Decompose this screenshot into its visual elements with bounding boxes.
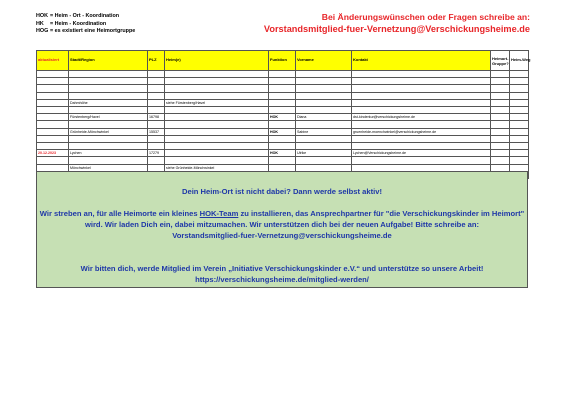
table-row — [37, 114, 529, 121]
cell-vorname — [296, 71, 352, 78]
cell-vorname — [296, 99, 352, 106]
cell-vorname — [296, 142, 352, 149]
cell-heim-weg — [510, 142, 529, 149]
notice-line-1: Bei Änderungswünschen oder Fragen schreibe an: — [321, 12, 530, 22]
cell-heimort-gruppe — [491, 92, 510, 99]
cell-note: siehe Grünheide-Mönchwinkel — [165, 164, 269, 171]
cell-plz — [148, 71, 165, 78]
cell-stadt — [69, 142, 148, 149]
cell-aktualisiert — [37, 78, 69, 85]
cell-stadt — [69, 106, 148, 113]
cell-heim — [165, 121, 269, 128]
col-header-funktion: Funktion — [269, 51, 296, 71]
cell-kontakt — [352, 99, 491, 106]
cell-kontakt: gruenheide-moenchwinkel@verschickungsheime.de — [352, 128, 491, 135]
cell-heim-weg — [510, 85, 529, 92]
info-paragraph — [37, 208, 527, 241]
cell-heim — [165, 85, 269, 92]
membership-link[interactable]: https://verschickungsheime.de/mitglied-werden/ — [195, 275, 369, 284]
cell-kontakt: Lychen@Verschickungsheime.de — [352, 150, 491, 157]
info-text-after: zu installieren, das Ansprechpartner für "die Verschickungskinder im Heimort" wird. Wir laden Dich ein, dabei mitzumachen. Wir unterstützen dich bei der neuen Aufgabe! Bitte schreibe an: — [84, 209, 525, 229]
table-row — [37, 99, 529, 106]
cell-heimort-gruppe — [491, 99, 510, 106]
cell-vorname: Ulrike — [296, 150, 352, 157]
cell-heimort-gruppe — [491, 150, 510, 157]
cell-aktualisiert — [37, 99, 69, 106]
col-header-aktualisiert: aktualisiert — [37, 51, 69, 71]
abbreviation-legend — [36, 13, 135, 36]
cell-aktualisiert — [37, 142, 69, 149]
cell-kontakt: dst-kinderkur@verschickungsheime.de — [352, 114, 491, 121]
cell-heim — [165, 142, 269, 149]
cell-funktion: HOK — [269, 128, 296, 135]
cell-kontakt — [352, 142, 491, 149]
cell-vorname — [296, 85, 352, 92]
cell-heim-weg — [510, 92, 529, 99]
table-row — [37, 128, 529, 135]
cell-funktion — [269, 71, 296, 78]
cell-plz — [148, 121, 165, 128]
cell-funktion: HOK — [269, 114, 296, 121]
legend-row — [36, 28, 135, 36]
cell-funktion — [269, 106, 296, 113]
cell-heim — [165, 150, 269, 157]
cell-heim — [165, 114, 269, 121]
legend-text: = es existiert eine Heimortgruppe — [50, 28, 136, 35]
cell-heimort-gruppe — [491, 128, 510, 135]
cell-aktualisiert — [37, 157, 69, 164]
legend-abbr: HOG — [36, 28, 49, 35]
cell-heim-weg — [510, 78, 529, 85]
cell-heim-weg — [510, 121, 529, 128]
cell-stadt — [69, 121, 148, 128]
col-header-plz: PLZ — [148, 51, 165, 71]
cell-heimort-gruppe — [491, 142, 510, 149]
table-row — [37, 106, 529, 113]
cell-vorname: Diana — [296, 114, 352, 121]
legend-row — [36, 13, 135, 21]
cell-stadt — [69, 85, 148, 92]
cell-kontakt — [352, 78, 491, 85]
cell-funktion: HOK — [269, 150, 296, 157]
cell-plz: 17279 — [148, 150, 165, 157]
cell-vorname — [296, 106, 352, 113]
cell-aktualisiert — [37, 121, 69, 128]
cell-plz: 16798 — [148, 114, 165, 121]
table-row — [37, 142, 529, 149]
cell-stadt — [69, 71, 148, 78]
cell-heim — [165, 135, 269, 142]
cell-stadt: Mönchwinkel — [69, 164, 148, 171]
legend-text: = Heim - Ort - Koordination — [50, 13, 120, 19]
cell-vorname — [296, 92, 352, 99]
col-header-heim-weg: Heim-Weg — [510, 51, 529, 71]
cell-plz — [148, 157, 165, 164]
cell-heimort-gruppe — [491, 114, 510, 121]
cell-heim-weg — [510, 99, 529, 106]
hok-team-link[interactable]: HOK-Team — [199, 209, 239, 218]
cell-aktualisiert — [37, 114, 69, 121]
cell-heimort-gruppe — [491, 157, 510, 164]
cell-plz — [148, 99, 165, 106]
info-heading: Dein Heim-Ort ist nicht dabei? Dann werde selbst aktiv! — [181, 187, 382, 196]
cell-heim — [165, 71, 269, 78]
cell-funktion — [269, 135, 296, 142]
cell-funktion — [269, 78, 296, 85]
cell-heimort-gruppe — [491, 106, 510, 113]
cell-heim-weg — [510, 106, 529, 113]
legend-abbr: HK — [36, 20, 44, 27]
heimort-table — [36, 50, 529, 179]
cell-stadt — [69, 78, 148, 85]
col-header-heimort-gruppe: Heimort-Gruppe? — [491, 51, 510, 71]
cell-plz — [148, 85, 165, 92]
table-row — [37, 121, 529, 128]
cell-heimort-gruppe — [491, 121, 510, 128]
cell-heim-weg — [510, 150, 529, 157]
cell-plz: 15537 — [148, 128, 165, 135]
cell-kontakt — [352, 157, 491, 164]
cell-aktualisiert — [37, 135, 69, 142]
table-row — [37, 71, 529, 78]
cell-vorname — [296, 78, 352, 85]
cell-kontakt — [352, 106, 491, 113]
cell-funktion — [269, 157, 296, 164]
cell-funktion — [269, 142, 296, 149]
cell-stadt — [69, 135, 148, 142]
cell-funktion — [269, 121, 296, 128]
cell-stadt — [69, 157, 148, 164]
info-email[interactable]: Vorstandsmitglied-fuer-Vernetzung@verschickungsheime.de — [172, 231, 392, 240]
cell-aktualisiert — [37, 106, 69, 113]
col-header-vorname: Vorname — [296, 51, 352, 71]
cell-heimort-gruppe — [491, 135, 510, 142]
table-row — [37, 85, 529, 92]
cell-vorname: Sabine — [296, 128, 352, 135]
info-box — [36, 171, 528, 288]
cell-vorname — [296, 135, 352, 142]
cell-heim — [165, 128, 269, 135]
cell-heim-weg — [510, 135, 529, 142]
cell-heim — [165, 78, 269, 85]
cell-heimort-gruppe — [491, 85, 510, 92]
membership-text: Wir bitten dich, werde Mitglied im Verein „Initiative Verschickungskinder e.V.“ und unterstütze so unsere Arbeit! — [80, 264, 484, 273]
membership-paragraph — [37, 263, 527, 285]
cell-stadt: Dahmhöhe — [69, 99, 148, 106]
cell-aktualisiert: 20.12.2023 — [37, 150, 69, 157]
info-text-before: Wir streben an, für alle Heimorte ein kleines — [39, 209, 200, 218]
cell-plz — [148, 142, 165, 149]
cell-heim-weg — [510, 157, 529, 164]
cell-kontakt — [352, 71, 491, 78]
cell-kontakt — [352, 92, 491, 99]
col-header-heim: Heim(e) — [165, 51, 269, 71]
cell-heimort-gruppe — [491, 78, 510, 85]
table-row — [37, 157, 529, 164]
table-row — [37, 150, 529, 157]
cell-aktualisiert — [37, 92, 69, 99]
cell-plz — [148, 106, 165, 113]
cell-aktualisiert — [37, 85, 69, 92]
cell-heim — [165, 157, 269, 164]
legend-abbr: HOK — [36, 13, 48, 19]
cell-heim — [165, 106, 269, 113]
cell-heim — [165, 92, 269, 99]
cell-stadt — [69, 92, 148, 99]
cell-aktualisiert — [37, 128, 69, 135]
cell-kontakt — [352, 121, 491, 128]
cell-plz — [148, 78, 165, 85]
table-row — [37, 135, 529, 142]
cell-stadt: Grünheide-Mönchwinkel — [69, 128, 148, 135]
cell-kontakt — [352, 85, 491, 92]
cell-funktion — [269, 99, 296, 106]
cell-stadt: Lychen — [69, 150, 148, 157]
cell-note: siehe Fürstenberg/Havel — [165, 99, 269, 106]
cell-vorname — [296, 157, 352, 164]
cell-aktualisiert — [37, 71, 69, 78]
table-header-row — [37, 51, 529, 71]
cell-stadt: Fürstenberg/Havel — [69, 114, 148, 121]
contact-notice — [264, 11, 530, 36]
cell-vorname — [296, 121, 352, 128]
cell-heimort-gruppe — [491, 71, 510, 78]
cell-plz — [148, 135, 165, 142]
cell-funktion — [269, 85, 296, 92]
legend-text: = Heim - Koordination — [50, 20, 107, 27]
col-header-stadt: Stadt/Region — [69, 51, 148, 71]
cell-kontakt — [352, 135, 491, 142]
col-header-kontakt: Kontakt — [352, 51, 491, 71]
cell-heim-weg — [510, 71, 529, 78]
table-row — [37, 78, 529, 85]
cell-funktion — [269, 92, 296, 99]
notice-email[interactable]: Vorstandsmitglied-fuer-Vernetzung@Verschickungsheime.de — [263, 24, 530, 34]
table-row — [37, 92, 529, 99]
cell-plz — [148, 92, 165, 99]
cell-heim-weg — [510, 114, 529, 121]
cell-heim-weg — [510, 128, 529, 135]
legend-row — [36, 21, 135, 29]
